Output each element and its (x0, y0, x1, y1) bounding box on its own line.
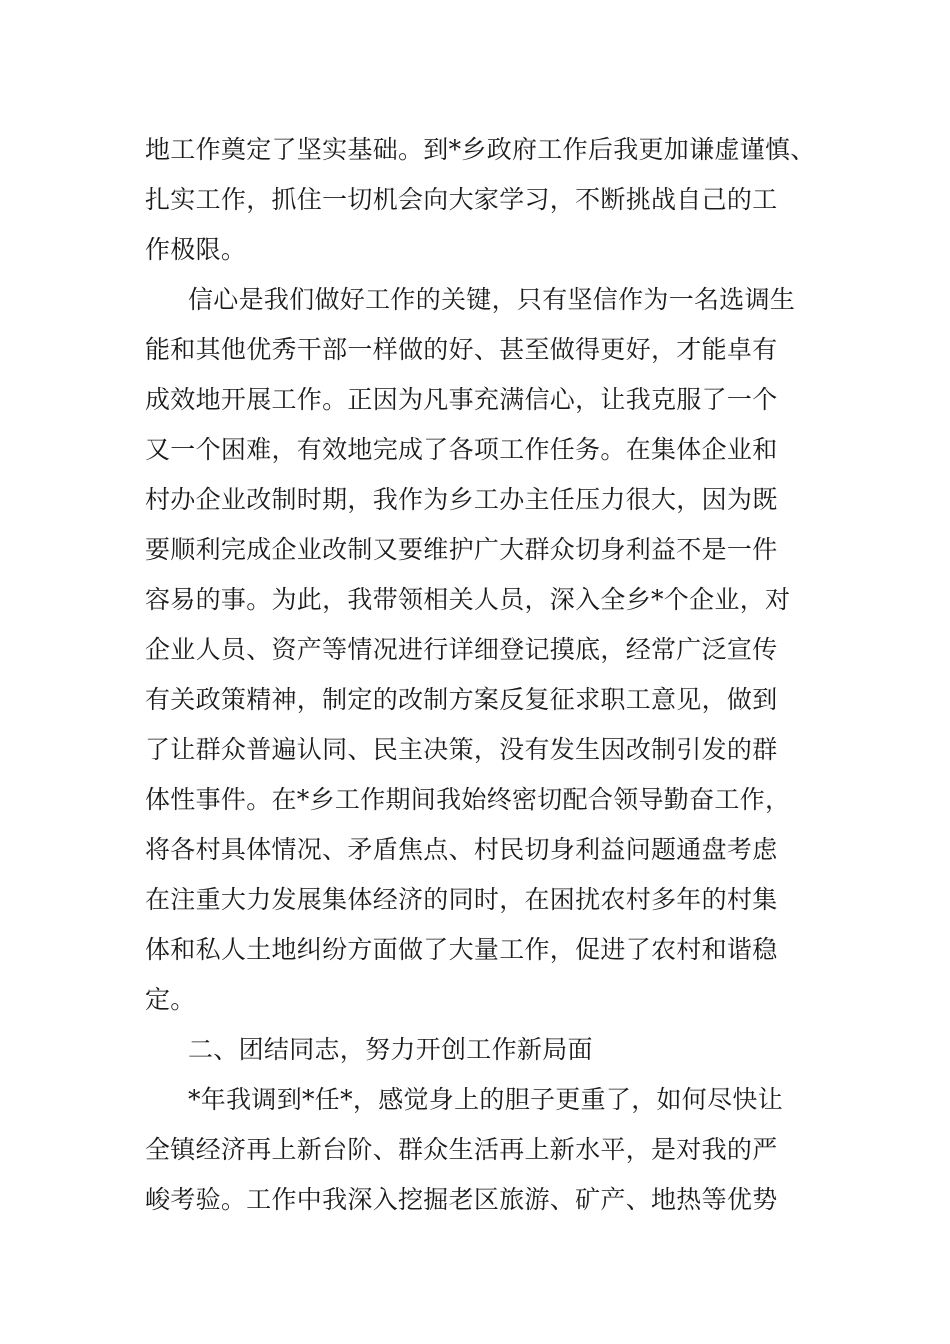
text-line-14: 体性事件。在*乡工作期间我始终密切配合领导勤奋工作， (145, 785, 791, 814)
section-heading: 二、团结同志，努力开创工作新局面 (188, 1035, 593, 1064)
text-line-11: 企业人员、资产等情况进行详细登记摸底，经常广泛宣传 (145, 635, 778, 664)
text-line-5: 能和其他优秀干部一样做的好、甚至做得更好，才能卓有 (145, 335, 778, 364)
text-line-13: 了让群众普遍认同、民主决策，没有发生因改制引发的群 (145, 735, 778, 764)
text-line-6: 成效地开展工作。正因为凡事充满信心，让我克服了一个 (145, 385, 778, 414)
text-line-17: 体和私人土地纠纷方面做了大量工作，促进了农村和谐稳 (145, 935, 778, 964)
text-line-2: 扎实工作，抓住一切机会向大家学习，不断挑战自己的工 (145, 185, 778, 214)
text-line-7: 又一个困难，有效地完成了各项工作任务。在集体企业和 (145, 435, 778, 464)
text-line-21: 全镇经济再上新台阶、群众生活再上新水平，是对我的严 (145, 1135, 778, 1164)
text-line-10: 容易的事。为此，我带领相关人员，深入全乡*个企业，对 (145, 585, 791, 614)
text-line-3: 作极限。 (145, 235, 247, 264)
text-line-20: *年我调到*任*，感觉身上的胆子更重了，如何尽快让 (188, 1085, 784, 1114)
text-line-1: 地工作奠定了坚实基础。到*乡政府工作后我更加谦虚谨慎、 (145, 135, 816, 164)
text-line-15: 将各村具体情况、矛盾焦点、村民切身利益问题通盘考虑 (145, 835, 778, 864)
text-line-9: 要顺利完成企业改制又要维护广大群众切身利益不是一件 (145, 535, 778, 564)
text-line-16: 在注重大力发展集体经济的同时，在困扰农村多年的村集 (145, 885, 778, 914)
text-line-8: 村办企业改制时期，我作为乡工办主任压力很大，因为既 (145, 485, 778, 514)
text-line-22: 峻考验。工作中我深入挖掘老区旅游、矿产、地热等优势 (145, 1185, 778, 1214)
text-line-18: 定。 (145, 985, 196, 1014)
text-line-4: 信心是我们做好工作的关键，只有坚信作为一名选调生 (188, 285, 796, 314)
text-line-12: 有关政策精神，制定的改制方案反复征求职工意见，做到 (145, 685, 778, 714)
